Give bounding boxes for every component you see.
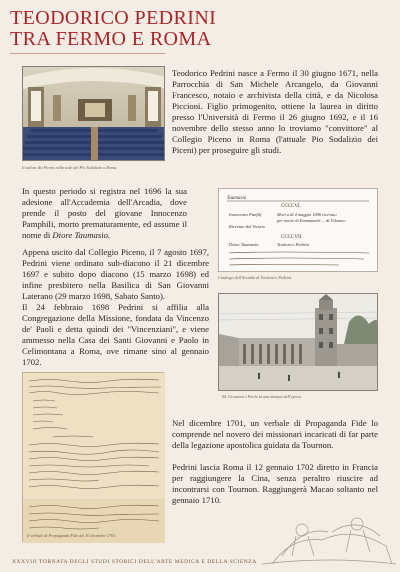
paragraph-birth: Teodorico Pedrini nasce a Fermo il 30 giugno 1671, nella Parrocchia di San Michele Arcangelo, da Giovanni Francesco, notaio e archivista della città, e da Nicolosa Piccioni. Figlio primogenito, ottiene la laurea in diritto presso l'Università di Fermo il 26 giugno 1692, e il 16 novembre dello stesso anno lo troviamo "convittore" al Collegio Piceno in Roma (l'attuale Pio Sodalizio dei Piceni) per proseguire gli studi. xyxy=(172,68,378,155)
hall-photo xyxy=(22,66,165,161)
title-line-1: TEODORICO PEDRINI xyxy=(10,7,217,29)
church-image xyxy=(219,294,378,391)
catalogue-entry-2: Diore Taumasio xyxy=(229,242,259,247)
catalogue-caption: Catalogo dell'Arcadia di Teodorico Pedrini. xyxy=(218,275,292,280)
decorative-engraving xyxy=(262,506,396,566)
footer-text: XXXVIII TORNATA DEGLI STUDI STORICI DELL'ARTE MEDICA E DELLA SCIENZA xyxy=(12,559,257,565)
catalogue-entry-1-line-3: Ricevuto dal Vicario xyxy=(229,224,266,229)
catalogue-year-2: CCCCVII. xyxy=(281,235,303,240)
verbal-caption: Il verbale di Propaganda Fide del 30 dicembre 1701. xyxy=(27,533,117,538)
catalogue-image xyxy=(219,189,379,273)
verbal-document xyxy=(22,372,164,542)
verbal-image xyxy=(23,373,165,543)
catalogue-document xyxy=(218,188,378,272)
catalogue-entry-1-name: Innocenzo Panfilj xyxy=(229,212,262,217)
title-line-2: TRA FERMO E ROMA xyxy=(10,28,212,50)
engraving-image xyxy=(262,506,396,566)
paragraph-departure: Pedrini lascia Roma il 12 gennaio 1702 diretto in Francia per raggiungere la Cina, senza peraltro riuscire ad incontrarsi con Tournon. Raggiungerà Macao soltanto nel gennaio 1710. xyxy=(172,462,378,505)
church-engraving xyxy=(218,293,378,391)
catalogue-entry-1-line-2: per morte di Emmanuele ... di Tolomeo xyxy=(277,218,346,223)
paragraph-ordination: Appena uscito dal Collegio Piceno, il 7 agosto 1697, Pedrini viene ordinato sub-diacono il 21 dicembre 1697 e subito dopo diacono (15 marzo 1698) ed infine presbitero nella Basilica di San Giovanni Laterano (29 marzo 1698, Sabato Santo). xyxy=(22,247,209,301)
paragraph-arcadia-text: In questo periodo si registra nel 1696 la sua adesione all'Accademia dell'Arcadia, dove prende il posto del giovane Innocenzo Pamphili, morto prematuramente, ed assume il nome di xyxy=(22,186,187,240)
catalogue-entry-2-name: Teodorico Pedrini xyxy=(277,242,309,247)
paragraph-congregation: Il 24 febbraio 1698 Pedrini si affilia alla Congregazione della Missione, fondata da Vincenzo de' Paoli e detta quindi dei "Vincenziani", e viene ammesso nella Casa dei Santi Giovanni e Paolo in Celimontana a Roma, ove rimane sino al gennaio 1702. xyxy=(22,302,209,367)
arcadian-name: Diore Taumasio. xyxy=(52,230,111,240)
catalogue-entry-1-text: Morì a dì 4 maggio 1696 ricevuto xyxy=(277,212,337,217)
hall-image xyxy=(23,67,165,161)
title-underline xyxy=(10,53,165,54)
church-caption: SS. Giovanni e Paolo in una stampa dell'epoca. xyxy=(222,394,302,399)
paragraph-arcadia xyxy=(22,186,187,241)
catalogue-year-1: CCCCVI. xyxy=(281,204,301,209)
catalogue-heading: Taumasio xyxy=(227,196,247,201)
hall-caption: Il salone dei Piceni nella sede del Pio Sodalizio a Roma. xyxy=(22,165,118,170)
page-title xyxy=(10,8,310,50)
paragraph-propaganda-fide: Nel dicembre 1701, un verbale di Propaganda Fide lo comprende nel novero dei missionari incaricati di far parte della legazione apostolica guidata da Tournon. xyxy=(172,418,378,450)
